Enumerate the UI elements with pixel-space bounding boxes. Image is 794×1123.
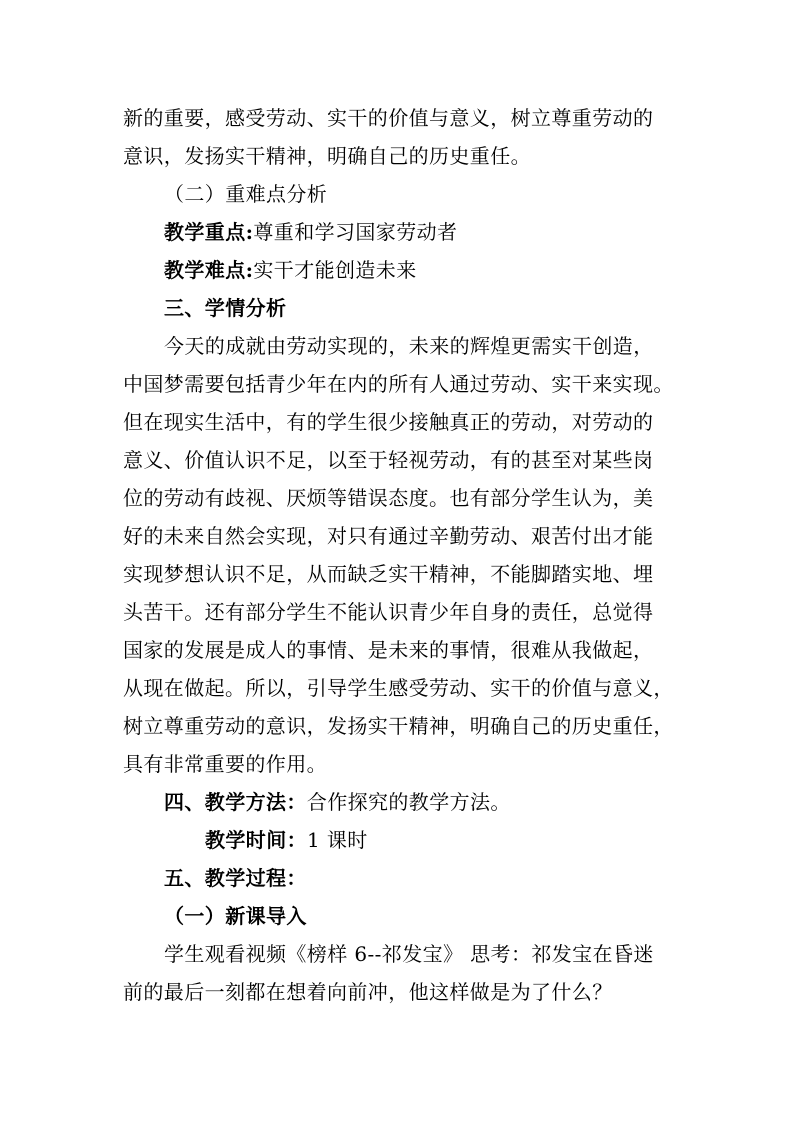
paragraph-line-text: 前的最后一刻都在想着向前冲，他这样做是为了什么？ (123, 980, 613, 1004)
paragraph-line (123, 636, 671, 664)
paragraph-line-text: 中国梦需要包括青少年在内的所有人通过劳动、实干来实现。 (123, 372, 674, 396)
paragraph-line-text: 今天的成就由劳动实现的，未来的辉煌更需实干创造， (164, 334, 654, 358)
paragraph-line (123, 104, 671, 132)
paragraph-line-text: 学生观看视频《榜样 6--祁发宝》 思考：祁发宝在昏迷 (164, 942, 654, 966)
paragraph-line-text: 好的未来自然会实现，对只有通过辛勤劳动、艰苦付出才能 (123, 524, 654, 548)
section-heading (164, 864, 307, 892)
section-heading-text: 五、教学过程： (164, 866, 307, 890)
paragraph-line-text: 实现梦想认识不足，从而缺乏实干精神，不能脚踏实地、埋 (123, 562, 654, 586)
teaching-difficulty (164, 256, 417, 284)
paragraph-line (123, 370, 674, 398)
paragraph-line (123, 598, 671, 626)
paragraph-line (123, 484, 671, 512)
paragraph-line-text: 从现在做起。所以，引导学生感受劳动、实干的价值与意义， (123, 676, 674, 700)
subsection-heading-text: （一）新课导入 (164, 904, 307, 928)
teaching-difficulty-text: 实干才能创造未来 (253, 258, 417, 282)
paragraph-line (164, 332, 658, 360)
paragraph-line-text: 意识，发扬实干精神，明确自己的历史重任。 (123, 144, 531, 168)
paragraph-line-text: 意义、价值认识不足，以至于轻视劳动，有的甚至对某些岗 (123, 448, 654, 472)
teaching-method (164, 788, 511, 816)
subsection-heading (164, 902, 307, 930)
teaching-focus (164, 218, 457, 246)
paragraph-line (123, 522, 671, 550)
paragraph-line-text: 头苦干。还有部分学生不能认识青少年自身的责任，总觉得 (123, 600, 654, 624)
paragraph-line (123, 142, 531, 170)
teaching-time-label: 教学时间： (205, 828, 307, 852)
teaching-focus-text: 尊重和学习国家劳动者 (253, 220, 458, 244)
paragraph-line-text: 位的劳动有歧视、厌烦等错误态度。也有部分学生认为，美 (123, 486, 654, 510)
paragraph-line (123, 712, 674, 740)
paragraph-line (123, 978, 613, 1006)
section-heading (164, 294, 286, 322)
paragraph-line-text: 新的重要，感受劳动、实干的价值与意义，树立尊重劳动的 (123, 106, 654, 130)
teaching-method-text: 合作探究的教学方法。 (306, 790, 511, 814)
teaching-focus-label: 教学重点: (164, 220, 254, 244)
subsection-heading (164, 180, 327, 208)
paragraph-line (123, 560, 671, 588)
paragraph-line (123, 408, 671, 436)
teaching-method-label: 四、教学方法： (164, 790, 307, 814)
teaching-difficulty-label: 教学难点: (164, 258, 254, 282)
section-heading-text: 三、学情分析 (164, 296, 287, 320)
teaching-time (205, 826, 368, 854)
teaching-time-text: 1 课时 (307, 828, 368, 852)
paragraph-line-text: 国家的发展是成人的事情、是未来的事情，很难从我做起， (123, 638, 654, 662)
paragraph-line-text: 但在现实生活中，有的学生很少接触真正的劳动，对劳动的 (123, 410, 654, 434)
paragraph-line (123, 446, 671, 474)
paragraph-line (164, 940, 671, 968)
paragraph-line (123, 750, 327, 778)
subsection-heading-text: （二）重难点分析 (164, 182, 328, 206)
paragraph-line-text: 具有非常重要的作用。 (123, 752, 327, 776)
paragraph-line (123, 674, 674, 702)
paragraph-line-text: 树立尊重劳动的意识，发扬实干精神，明确自己的历史重任， (123, 714, 674, 738)
